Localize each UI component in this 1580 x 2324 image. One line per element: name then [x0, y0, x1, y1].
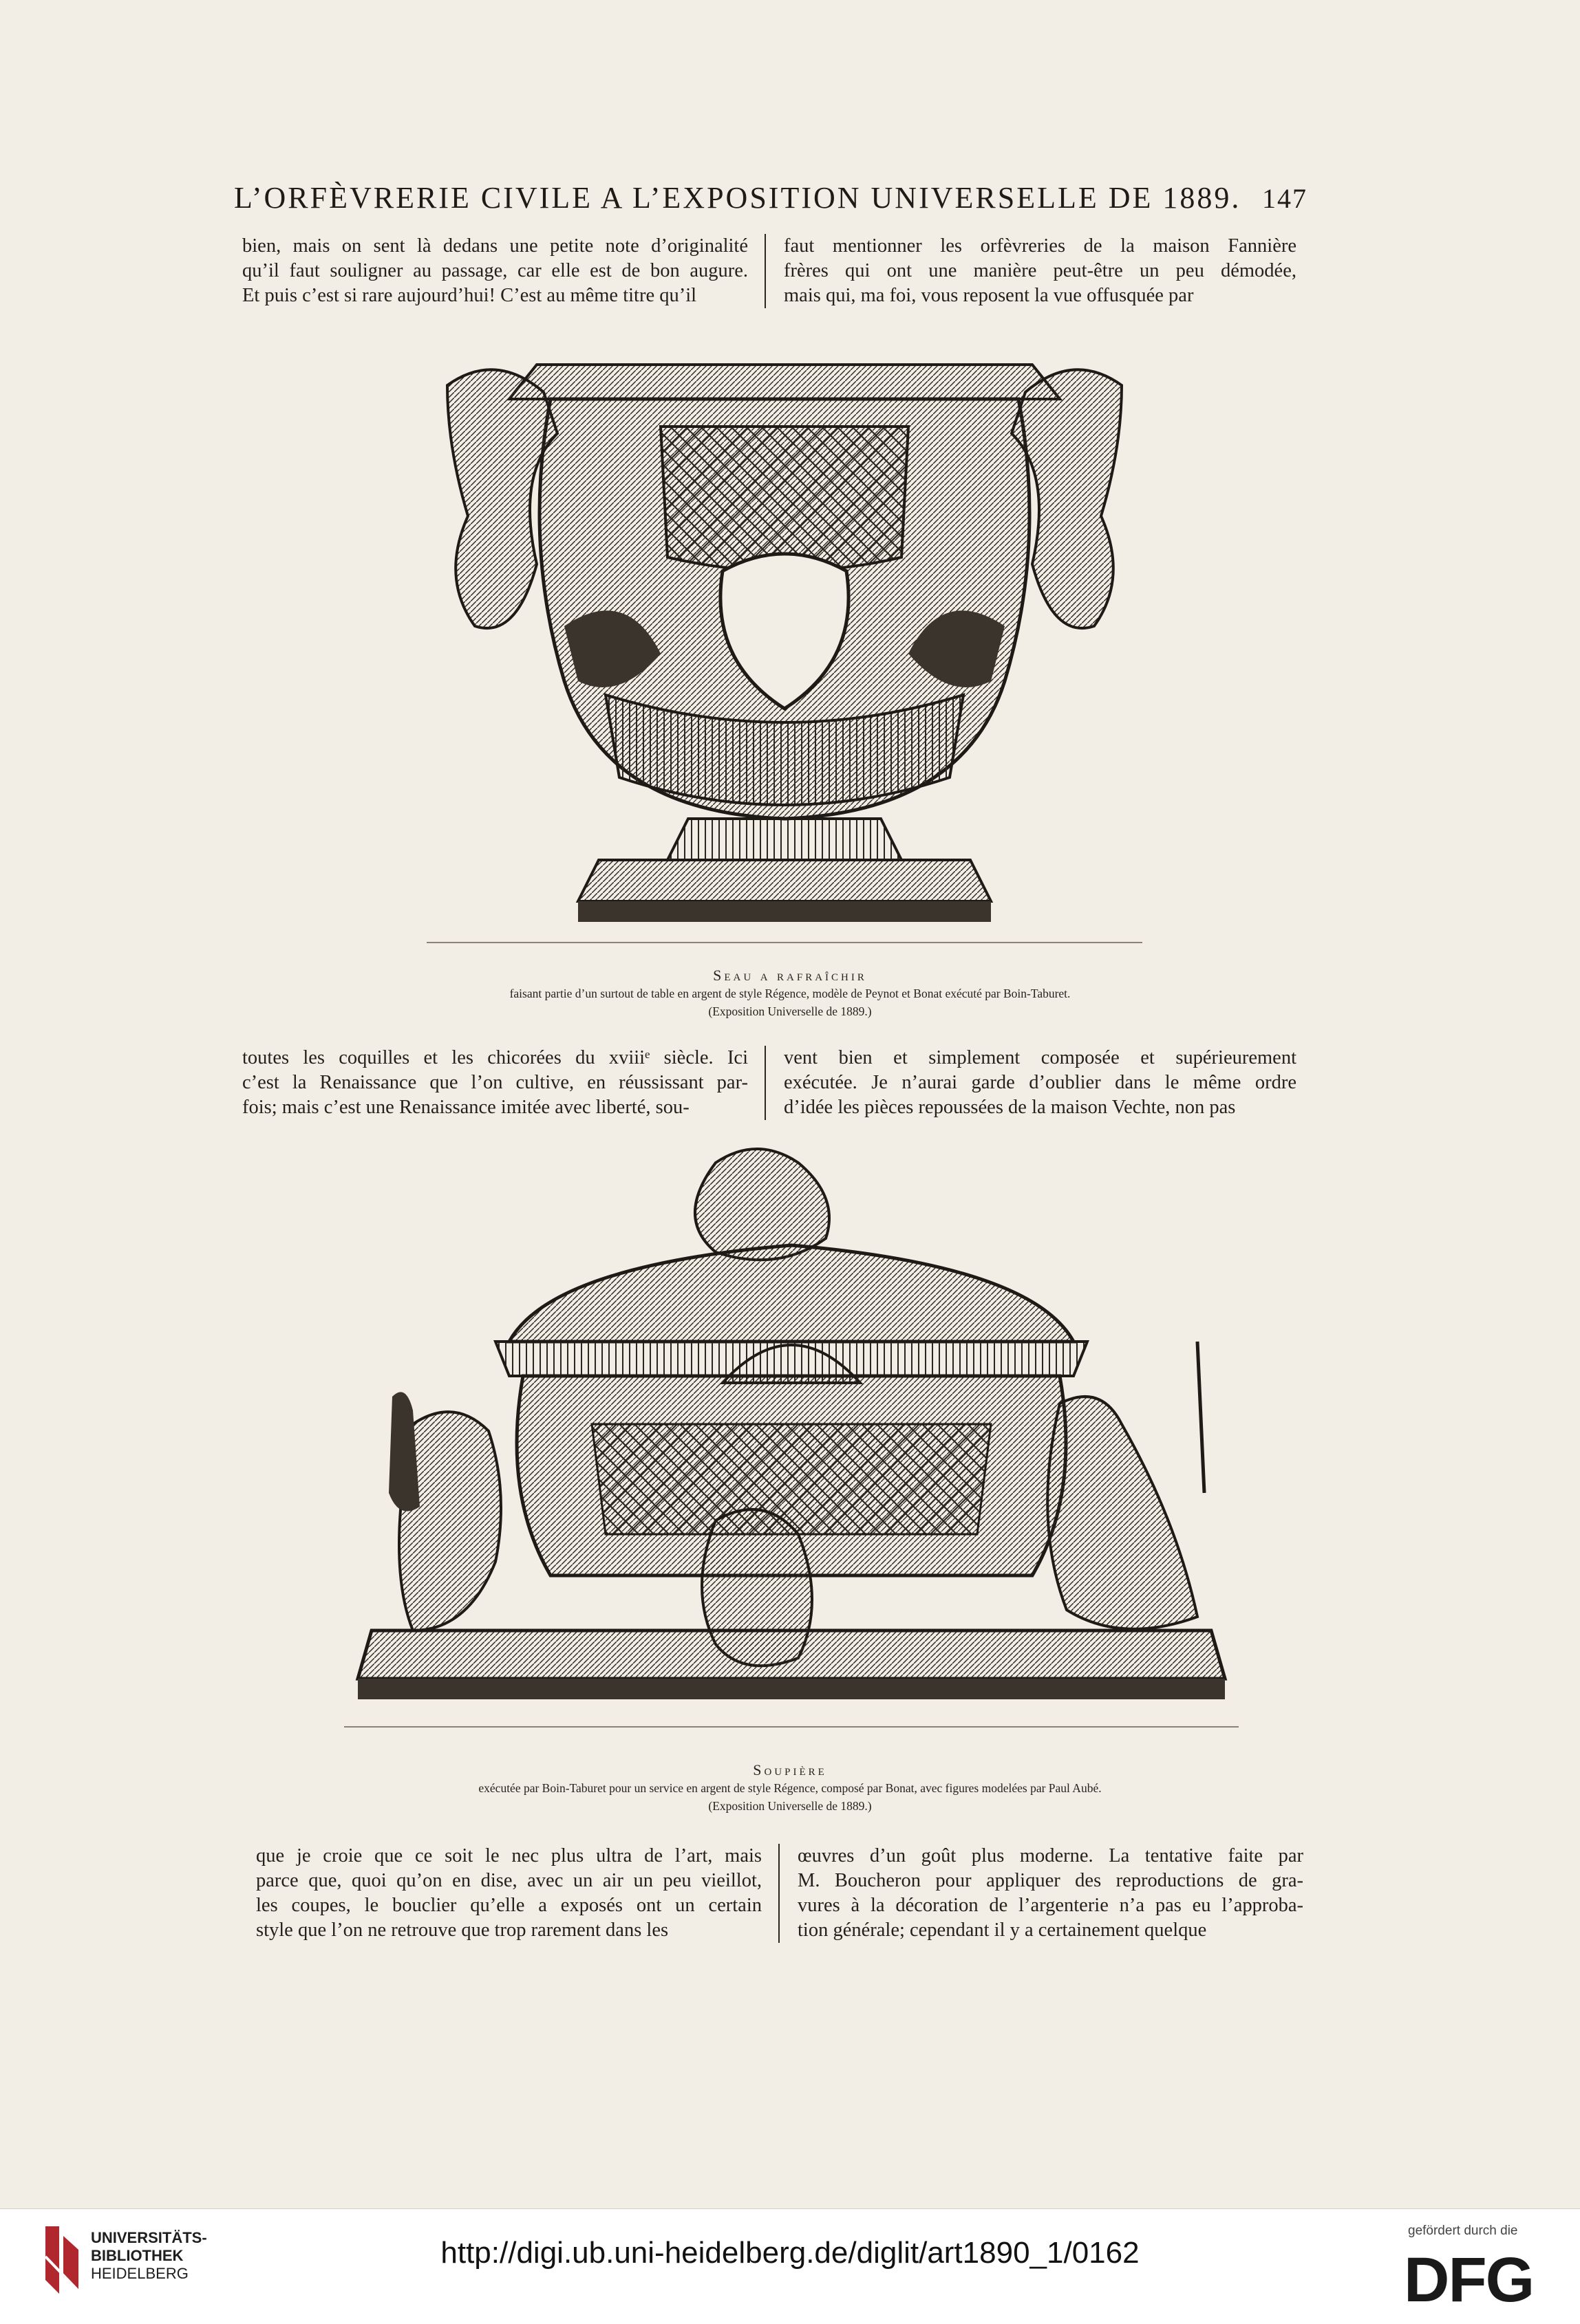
library-line: HEIDELBERG [91, 2265, 189, 2282]
text-line: mais qui, ma foi, vous reposent la vue offusquée par [784, 285, 1194, 306]
text-line: vent bien et simplement composée et supérieurement [784, 1047, 1296, 1068]
text-line: que je croie que ce soit le nec plus ultra de l’art, mais [256, 1845, 762, 1866]
figure2-title: Soupière [753, 1761, 827, 1778]
page-number: 147 [1262, 183, 1307, 214]
text-line: frères qui ont une manière peut-être un peu démodée, [784, 260, 1296, 281]
text-line: œuvres d’un goût plus moderne. La tentative faite par [798, 1845, 1303, 1866]
running-header [234, 180, 1307, 215]
figure1-description: faisant partie d’un surtout de table en argent de style Régence, modèle de Peynot et Bonat exécuté par Boin-Taburet. [509, 987, 1071, 1000]
text-line: qu’il faut souligner au passage, car elle est de bon augure. [242, 260, 748, 281]
figure2-caption [344, 1761, 1236, 1815]
text-line: fois; mais c’est une Renaissance imitée avec liberté, sou- [242, 1097, 690, 1118]
text-line: toutes les coquilles et les chicorées du xviiiᵉ siècle. Ici [242, 1047, 748, 1068]
text-line: style que l’on ne retrouve que trop rarement dans les [256, 1919, 669, 1941]
text-line: parce que, quoi qu’on en dise, avec un air un peu vieillot, [256, 1870, 762, 1891]
figure1-source: (Exposition Universelle de 1889.) [708, 1004, 872, 1018]
figure1-title: Seau a rafraîchir [713, 967, 867, 984]
library-line: BIBLIOTHEK [91, 2247, 184, 2264]
text-column-right [766, 1046, 1296, 1120]
funder-label: gefördert durch die [1408, 2224, 1518, 2238]
text-line: bien, mais on sent là dedans une petite note d’originalité [242, 235, 748, 257]
tureen-engraving [330, 1135, 1252, 1741]
permalink-url[interactable]: http://digi.ub.uni-heidelberg.de/diglit/art1890_1/0162 [440, 2236, 1140, 2270]
text-line: d’idée les pièces repoussées de la maison Vechte, non pas [784, 1097, 1236, 1118]
library-line: UNIVERSITÄTS- [91, 2229, 207, 2246]
text-block-middle [242, 1046, 1302, 1120]
figure2-description: exécutée par Boin-Taburet pour un service en argent de style Régence, composé par Bonat, avec figures modelées par Paul Aubé. [478, 1781, 1102, 1795]
text-line: exécutée. Je n’aurai garde d’oublier dans le même ordre [784, 1072, 1296, 1093]
wine-cooler-engraving [399, 337, 1170, 956]
text-line: c’est la Renaissance que l’on cultive, en réussissant par- [242, 1072, 748, 1093]
text-block-top [242, 234, 1302, 308]
text-line: faut mentionner les orfèvreries de la maison Fannière [784, 235, 1296, 257]
text-line: Et puis c’est si rare aujourd’hui! C’est au même titre qu’il [242, 285, 697, 306]
text-column-left [256, 1844, 778, 1943]
figure2-source: (Exposition Universelle de 1889.) [708, 1799, 872, 1813]
text-line: vures à la décoration de l’argenterie n’a pas eu l’approba- [798, 1895, 1303, 1916]
text-line: les coupes, le bouclier qu’elle a exposés ont un certain [256, 1895, 762, 1916]
dfg-logo: DFG [1404, 2245, 1534, 2315]
text-block-bottom [256, 1844, 1316, 1943]
running-title: L’ORFÈVRERIE CIVILE A L’EXPOSITION UNIVERSELLE DE 1889. [234, 181, 1241, 215]
text-line: tion générale; cependant il y a certainement quelque [798, 1919, 1207, 1941]
text-line: M. Boucheron pour appliquer des reproductions de gra- [798, 1870, 1303, 1891]
text-column-right [766, 234, 1296, 308]
text-column-right [780, 1844, 1303, 1943]
text-column-left [242, 1046, 765, 1120]
figure1-caption [344, 967, 1236, 1020]
text-column-left [242, 234, 765, 308]
